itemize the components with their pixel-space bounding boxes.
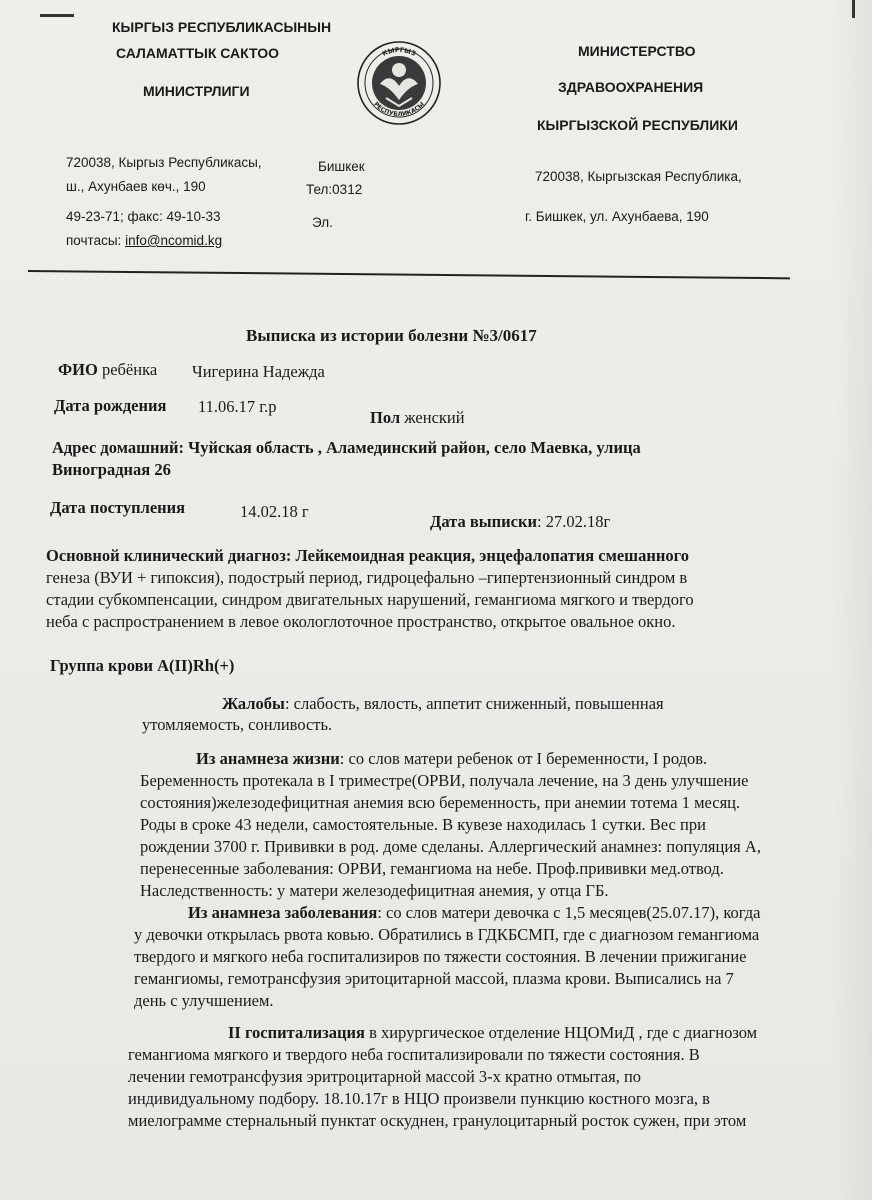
diagnosis-line: неба с распространением в левое окологлоточное пространство, открытое овальное окно. [46, 612, 676, 631]
complaints-text: : слабость, вялость, аппетит сниженный, повышенная [284, 694, 664, 713]
emblem-top-text: КЫРГЫЗ [380, 45, 418, 58]
document-title: Выписка из истории болезни №3/0617 [246, 326, 537, 345]
second-hospitalization-line: миелограмме стернальный пунктат оскуднен, гранулоцитарный росток сужен, при этом [128, 1111, 747, 1130]
disease-history-line [134, 902, 786, 924]
header-right-title-line3: КЫРГЫЗСКОЙ РЕСПУБЛИКИ [537, 117, 738, 133]
diagnosis-paragraph [46, 545, 798, 633]
life-history-line [140, 748, 788, 770]
disease-history-label: Из анамнеза заболевания [188, 903, 378, 922]
second-hospitalization-paragraph [128, 1022, 784, 1132]
disease-history-line: у девочки открылась рвота ковью. Обратились в ГДКБСМП, где с диагнозом гемангиома [134, 925, 760, 944]
life-history-line: Беременность протекала в I триместре(ОРВИ, получала лечение, на 3 день улучшение [140, 771, 749, 790]
header-left-address-line2: ш., Ахунбаев көч., 190 [66, 179, 206, 194]
header-left-phone: Тел:0312 [306, 182, 363, 197]
life-history-line: Роды в сроке 43 недели, самостоятельные. В кувезе находилась 1 сутки. Вес при [140, 815, 706, 834]
header-right-title-line1: МИНИСТЕРСТВО [578, 43, 696, 59]
second-hospitalization-line: гемангиома мягкого и твердого неба госпитализировали по тяжести состояния. В [128, 1045, 700, 1064]
corner-edge-mark [852, 0, 855, 18]
sex-value: женский [404, 408, 465, 427]
life-history-line: перенесенные заболевания: ОРВИ, гемангиома на небе. Проф.прививки мед.отвод. [140, 859, 724, 878]
state-emblem-icon [356, 40, 442, 126]
sex-row [370, 408, 465, 428]
header-right-address-line1: 720038, Кыргызская Республика, [535, 169, 742, 184]
header-left-title-line1: КЫРГЫЗ РЕСПУБЛИКАСЫНЫН [112, 19, 332, 35]
emblem-bottom-text: РЕСПУБЛИКАСЫ [372, 100, 426, 119]
disease-history-paragraph [134, 902, 786, 1012]
address-line2: Виноградная 26 [52, 460, 171, 479]
discharge-value: : 27.02.18г [537, 512, 611, 531]
header-left-email-row [66, 234, 222, 249]
header-right-address-line2: г. Бишкек, ул. Ахунбаева, 190 [525, 209, 709, 224]
fio-value: Чигерина Надежда [192, 362, 325, 381]
life-history-text: : со слов матери ребенок от I беременности, I родов. [339, 749, 708, 768]
complaints-line1 [222, 694, 664, 714]
second-hospitalization-line: индивидуальному подбору. 18.10.17г в НЦО произвели пункцию костного мозга, в [128, 1089, 710, 1108]
header-email-label: почтасы: [66, 233, 122, 248]
fio-row [58, 360, 157, 380]
header-el-label: Эл. [312, 215, 333, 230]
header-left-address-line1: 720038, Кыргыз Республикасы, [66, 155, 262, 170]
life-history-line: состояния)железодефицитная анемия всю беременность, при анемии тотема 1 месяц. [140, 793, 741, 812]
diagnosis-line: стадии субкомпенсации, синдром двигательных нарушений, гемангиома мягкого и твердого [46, 590, 694, 609]
fio-label: ФИО [58, 360, 98, 379]
life-history-line: Наследственность: у матери железодефицитная анемия, у отца ГБ. [140, 881, 609, 900]
fio-suffix: ребёнка [101, 360, 158, 379]
disease-history-line: твердого и мягкого неба госпитализиров по тяжести состояния. В лечении прижигание [134, 947, 747, 966]
header-left-title-line3: МИНИСТРЛИГИ [143, 83, 250, 99]
disease-history-line: день с улучшением. [134, 991, 274, 1010]
discharge-label: Дата выписки [430, 512, 538, 531]
second-hospitalization-line [128, 1022, 784, 1044]
header-right-title-line2: ЗДРАВООХРАНЕНИЯ [558, 79, 704, 95]
header-left-fax: 49-23-71; факс: 49-10-33 [66, 209, 221, 224]
complaints-label: Жалобы [222, 694, 285, 713]
second-hospitalization-label: II госпитализация [228, 1023, 365, 1042]
dob-label: Дата рождения [54, 396, 167, 415]
dob-value: 11.06.17 г.р [198, 397, 277, 416]
header-left-city: Бишкек [318, 159, 365, 174]
header-email-link[interactable]: info@ncomid.kg [125, 233, 223, 248]
complaints-line2: утомляемость, сонливость. [142, 715, 333, 734]
life-history-paragraph [140, 748, 788, 902]
disease-history-text: : со слов матери девочка с 1,5 месяцев(25.07.17), когда [377, 903, 761, 922]
corner-dash-mark [40, 14, 74, 17]
life-history-label: Из анамнеза жизни [196, 749, 340, 768]
blood-group: Группа крови А(II)Rh(+) [50, 656, 235, 675]
discharge-row [430, 512, 610, 532]
address-line1: Адрес домашний: Чуйская область , Аламединский район, село Маевка, улица [52, 438, 641, 457]
disease-history-line: гемангиомы, гемотрансфузия эритоцитарной массой, плазма крови. Выписались на 7 [134, 969, 734, 988]
second-hospitalization-line: лечении гемотрансфузия эритроцитарной массой 3-х кратно отмытая, по [128, 1067, 642, 1086]
diagnosis-line: генеза (ВУИ + гипоксия), подострый период, гидроцефально –гипертензионный синдром в [46, 568, 688, 587]
page-edge-shadow [832, 0, 872, 1200]
diagnosis-line: Основной клинический диагноз: Лейкемоидная реакция, энцефалопатия смешанного [46, 546, 689, 565]
second-hospitalization-text: в хирургическое отделение НЦОМиД , где с диагнозом [364, 1023, 758, 1042]
admission-value: 14.02.18 г [240, 502, 309, 521]
admission-label: Дата поступления [50, 498, 186, 517]
header-left-title-line2: САЛАМАТТЫК САКТОО [116, 45, 280, 61]
life-history-line: рождении 3700 г. Прививки в род. доме сделаны. Аллергический анамнез: популяция А, [140, 837, 761, 856]
sex-label: Пол [370, 408, 401, 427]
